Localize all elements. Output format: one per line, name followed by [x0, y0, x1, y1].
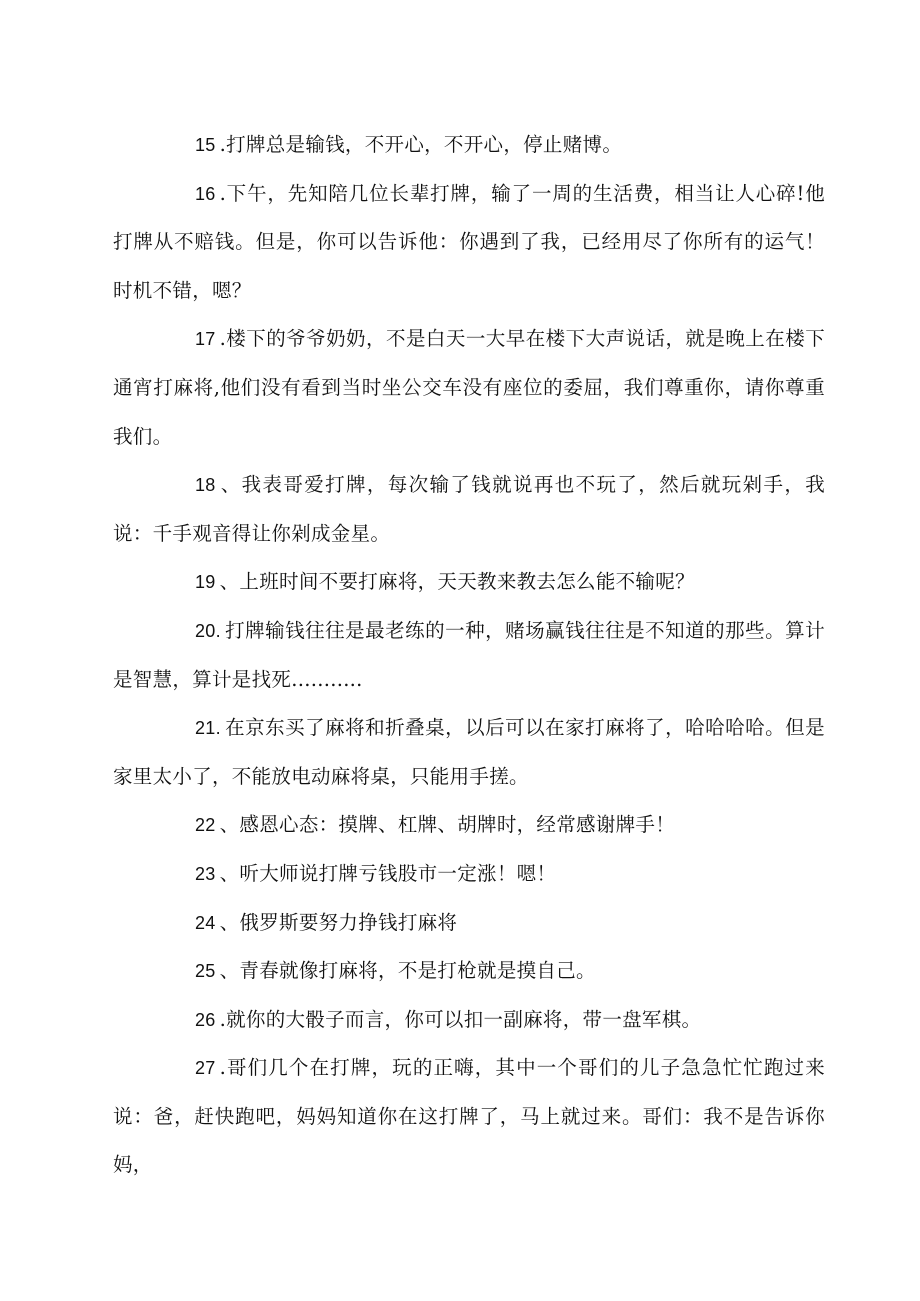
- paragraph-text: 、青春就像打麻将，不是打枪就是摸自己。: [219, 959, 596, 983]
- paragraph-number: 27: [195, 1058, 216, 1079]
- paragraph-number: 15: [195, 135, 216, 155]
- paragraph-text: 、感恩心态：摸牌、杠牌、胡牌时，经常感谢牌手！: [219, 813, 676, 837]
- paragraph-17: [113, 315, 825, 461]
- paragraph-25: [113, 947, 825, 996]
- paragraph-16: [113, 170, 825, 316]
- paragraph-26: [113, 996, 825, 1045]
- paragraph-22: [113, 801, 825, 850]
- paragraph-number: 21.: [195, 718, 221, 739]
- paragraph-number: 16: [195, 183, 216, 204]
- paragraph-20: [113, 607, 825, 704]
- paragraph-text: .哥们几个在打牌，玩的正嗨，其中一个哥们的儿子急急忙忙跑过来说：爸，赶快跑吧，妈妈知道你在这打牌了，马上就过来。哥们：我不是告诉你妈，: [113, 1056, 825, 1177]
- paragraph-number: 23: [195, 863, 216, 884]
- document-body: [113, 121, 825, 1190]
- paragraph-number: 18: [195, 475, 216, 496]
- paragraph-27: [113, 1044, 825, 1190]
- paragraph-23: [113, 850, 825, 899]
- paragraph-text: 、听大师说打牌亏钱股市一定涨！嗯！: [219, 861, 557, 885]
- paragraph-text: .下午，先知陪几位长辈打牌，输了一周的生活费，相当让人心碎!他打牌从不赔钱。但是，你可以告诉他：你遇到了我，已经用尽了你所有的运气！时机不错，嗯？: [113, 181, 825, 302]
- paragraph-number: 24: [195, 912, 216, 933]
- paragraph-number: 19: [195, 572, 216, 593]
- paragraph-15: [113, 121, 825, 170]
- paragraph-number: 17: [195, 329, 216, 350]
- paragraph-21: [113, 704, 825, 801]
- paragraph-text: 在京东买了麻将和折叠桌，以后可以在家打麻将了，哈哈哈哈。但是家里太小了，不能放电动麻将桌，只能用手搓。: [113, 716, 825, 788]
- paragraph-text: 、俄罗斯要努力挣钱打麻将: [219, 910, 458, 934]
- paragraph-number: 26: [195, 1009, 216, 1030]
- paragraph-text: .打牌总是输钱，不开心，不开心，停止赌博。: [219, 133, 623, 156]
- paragraph-text: 、我表哥爱打牌，每次输了钱就说再也不玩了，然后就玩剁手，我说：千手观音得让你剁成金星。: [113, 473, 825, 545]
- paragraph-text: 、上班时间不要打麻将，天天教来教去怎么能不输呢？: [219, 570, 695, 594]
- paragraph-number: 25: [195, 961, 216, 982]
- paragraph-19: [113, 558, 825, 607]
- paragraph-text: .就你的大骰子而言，你可以扣一副麻将，带一盘军棋。: [219, 1007, 702, 1031]
- paragraph-24: [113, 899, 825, 948]
- paragraph-number: 20.: [195, 620, 221, 641]
- paragraph-18: [113, 461, 825, 558]
- paragraph-text: 打牌输钱往往是最老练的一种，赌场赢钱往往是不知道的那些。算计是智慧，算计是找死...........: [113, 618, 825, 691]
- paragraph-number: 22: [195, 815, 216, 836]
- paragraph-text: .楼下的爷爷奶奶，不是白天一大早在楼下大声说话，就是晚上在楼下通宵打麻将,他们没有看到当时坐公交车没有座位的委屈，我们尊重你，请你尊重我们。: [113, 327, 825, 448]
